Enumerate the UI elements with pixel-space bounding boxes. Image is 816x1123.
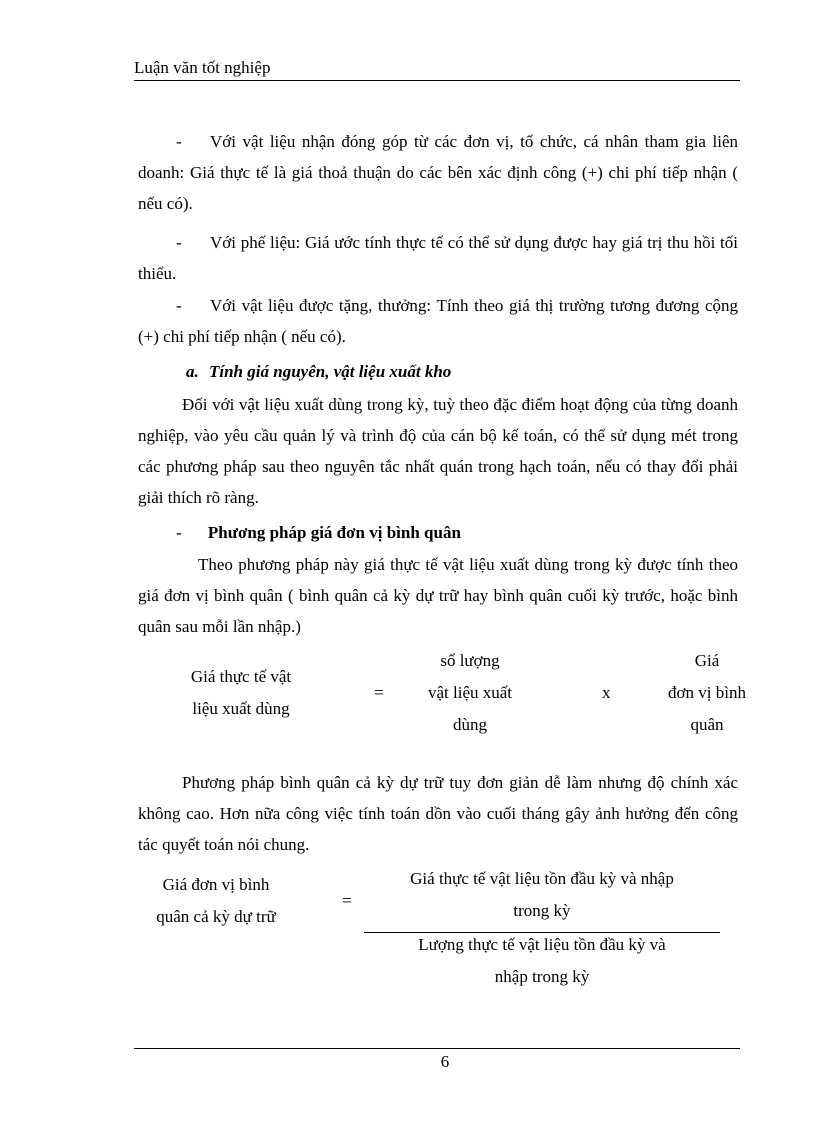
bullet-item-2 <box>138 227 738 289</box>
formula1-equals: = <box>374 683 384 702</box>
method-paragraph: Theo phương pháp này giá thực tế vật liệu xuất dùng trong kỳ được tính theo giá đơn vị bình quân ( bình quân cả kỳ dự trữ hay bình quân cuối kỳ trước, hoặc bình quân sau mỗi lần nhập.) <box>138 555 738 636</box>
section-paragraph: Đối với vật liệu xuất dùng trong kỳ, tuỳ theo đặc điểm hoạt động của từng doanh nghiệp, vào yêu cầu quản lý và trình độ của cán bộ kế toán, có thể sử dụng mét trong các phương pháp sau theo nguyên tắc nhất quán trong hạch toán, nếu có thay đổi phải giải thích rõ ràng. <box>138 395 738 507</box>
formula2-lhs-line2: quân cả kỳ dự trữ <box>156 907 276 926</box>
method-title: Phương pháp giá đơn vị bình quân <box>207 523 461 542</box>
method-dash: - <box>176 523 182 542</box>
formula1-mid-line2: vật liệu xuất <box>427 683 513 702</box>
formula1-rhs-line3: quân <box>690 715 724 734</box>
page-number: 6 <box>440 1052 450 1071</box>
formula2-lhs-line1: Giá đơn vị bình <box>162 875 270 894</box>
header-rule <box>134 80 740 81</box>
bullet-text: Với vật liệu được tặng, thưởng: Tính theo giá thị trường tương đương cộng (+) chi phí tiếp nhận ( nếu có). <box>138 296 738 346</box>
section-heading <box>186 356 451 387</box>
footer-rule <box>134 1048 740 1049</box>
body-paragraph: Phương pháp bình quân cả kỳ dự trữ tuy đơn giản dễ làm nhưng độ chính xác không cao. Hơn nữa công việc tính toán dồn vào cuối tháng gây ảnh hưởng đến công tác quyết toán nói chung. <box>138 773 738 854</box>
formula1-lhs-line2: liệu xuất dùng <box>192 699 290 718</box>
page-header-title: Luận văn tốt nghiệp <box>134 58 271 77</box>
formula2-denominator-line1: Lượng thực tế vật liệu tồn đầu kỳ và <box>418 935 666 954</box>
section-marker: a. <box>186 362 199 381</box>
bullet-dash: - <box>176 233 182 252</box>
bullet-item-1 <box>138 126 738 219</box>
formula2-numerator-line1: Giá thực tế vật liệu tồn đầu kỳ và nhập <box>410 869 674 888</box>
bullet-dash: - <box>176 296 182 315</box>
formula1-rhs-line1: Giá <box>694 651 720 670</box>
bullet-text: Với phế liệu: Giá ước tính thực tế có thể sử dụng được hay giá trị thu hồi tối thiểu. <box>138 233 738 283</box>
formula1-lhs-line1: Giá thực tế vật <box>190 667 292 686</box>
bullet-item-3 <box>138 290 738 352</box>
section-title: Tính giá nguyên, vật liệu xuất kho <box>209 362 452 381</box>
formula2-numerator-line2: trong kỳ <box>513 901 571 920</box>
bullet-text: Với vật liệu nhận đóng góp từ các đơn vị, tổ chức, cá nhân tham gia liên doanh: Giá thực tế là giá thoả thuận do các bên xác định công (+) chi phí tiếp nhận ( nếu có). <box>138 132 738 213</box>
bullet-dash: - <box>176 132 182 151</box>
formula1-rhs-line2: đơn vị bình <box>668 683 746 702</box>
formula2-denominator-line2: nhập trong kỳ <box>494 967 590 986</box>
formula2-equals: = <box>342 891 352 910</box>
method-heading <box>176 517 461 548</box>
formula1-mid-line1: số lượng <box>440 651 500 670</box>
formula1-times: x <box>602 683 611 702</box>
formula1-mid-line3: dùng <box>453 715 487 734</box>
